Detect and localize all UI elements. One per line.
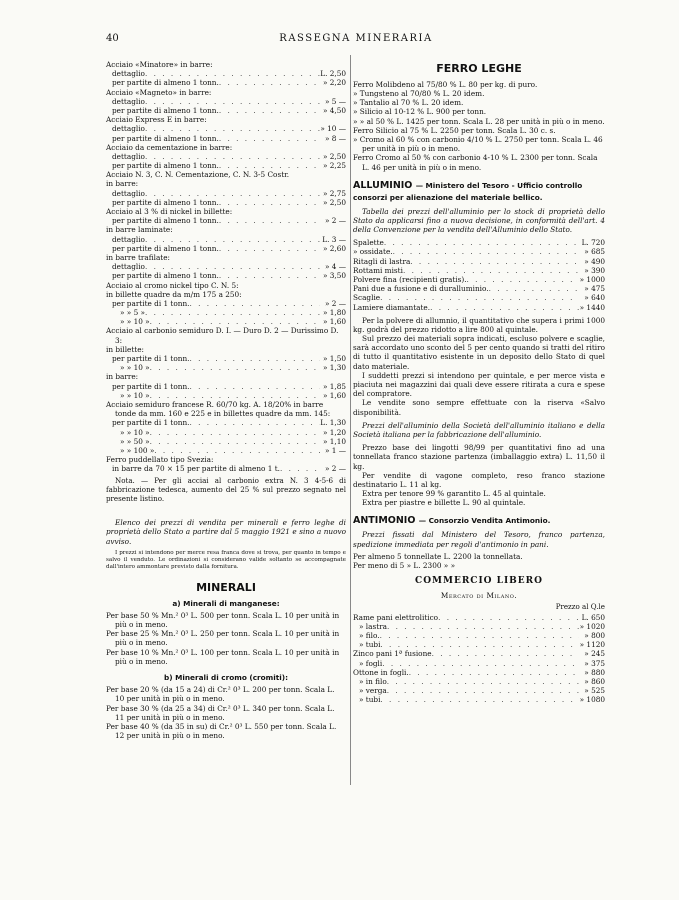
dot-leader [489, 284, 579, 293]
dot-leader [154, 446, 320, 455]
steel-price-row [106, 60, 346, 69]
column-divider [350, 55, 351, 785]
steel-price-row-label: per partite di almeno 1 tonn. [112, 133, 219, 143]
steel-price-row-label: » » 100 » [120, 445, 155, 455]
steel-price-list [106, 60, 346, 473]
dot-leader [150, 317, 320, 326]
alluminio-heading-rest: — Ministero del Tesoro - Ufficio controllo consorzi per alienazione del materiale bellico. [353, 180, 583, 202]
steel-price-row-value: » 2 — [324, 216, 346, 226]
page-header [106, 33, 606, 47]
steel-price-row [106, 446, 346, 455]
dot-leader [219, 216, 320, 225]
steel-price-row [106, 308, 346, 317]
metal-price-row [353, 649, 605, 658]
manganese-line: Per base 10 % Mn.² 0³ L. 100 per tonn. Scala L. 10 per unità in più o in meno. [106, 647, 340, 666]
metal-price-row-label: Ottone in fogli. [353, 667, 409, 677]
ferro-leghe-line: » Tungsteno al 70/80 % L. 20 idem. [353, 89, 485, 99]
lingotti-line: Extra per tenore 99 % garantito L. 45 al quintale. [362, 489, 546, 499]
steel-price-row-value: » 2,50 [322, 151, 346, 161]
steel-price-row [106, 207, 346, 216]
steel-price-row [106, 216, 346, 225]
steel-price-row [106, 244, 346, 253]
alluminio-price-row-label: Polvere fina (recipienti gratis). [353, 274, 467, 284]
steel-price-row-label: in barre trafilate: [106, 252, 171, 262]
steel-price-row [106, 391, 346, 400]
page-number: 40 [106, 33, 119, 44]
steel-price-row [106, 400, 346, 418]
alluminio-price-row-value: » 1440 [579, 302, 605, 312]
steel-price-row-value: » 1,50 [322, 354, 346, 363]
metal-price-row-value: L. 650 [581, 612, 605, 622]
steel-price-row [106, 317, 346, 326]
steel-price-row-label: Acciaio al carbonio semiduro D. I. — Duro D. 2 — Durissimo D. 3: [106, 326, 339, 345]
metal-price-row-label: » in filo [359, 676, 387, 686]
alluminio-italiano-title: Prezzi dell'alluminio della Società dell'alluminio italiano e della Società italiana per la fabbricazione dell'alluminio. [353, 420, 605, 439]
steel-price-row-value: » 10 — [320, 124, 346, 134]
dot-leader [430, 303, 579, 312]
steel-price-row-label: in billette: [106, 344, 144, 354]
running-title: RASSEGNA MINERARIA [279, 33, 433, 44]
dot-leader [409, 668, 579, 677]
dot-leader [467, 275, 579, 284]
antimonio-heading: ANTIMONIO [353, 515, 416, 527]
metal-price-row [353, 677, 605, 686]
ferro-leghe-line: » Tantalio al 70 % L. 20 idem. [353, 98, 464, 108]
metal-price-row-value: » 375 [584, 658, 605, 668]
steel-price-row-label: Acciaio da cementazione in barre: [106, 142, 233, 152]
dot-leader [189, 382, 320, 391]
alluminio-price-row-value: » 1000 [579, 274, 605, 284]
steel-price-row [106, 78, 346, 87]
steel-price-row-label: » » 10 » [120, 390, 150, 400]
dot-leader [219, 244, 320, 253]
dot-leader [387, 622, 579, 631]
steel-price-row-value: » 2,25 [322, 161, 346, 171]
metal-price-row-label: » tubi [359, 640, 381, 650]
steel-price-row-label: » » 10 » [120, 363, 150, 373]
dot-leader [145, 262, 320, 271]
dot-leader [219, 271, 320, 280]
steel-price-row [106, 124, 346, 133]
alluminio-price-row-value: » 390 [584, 265, 605, 275]
steel-price-row [106, 382, 346, 391]
steel-price-row-label: per partite di almeno 1 tonn. [112, 243, 219, 253]
minerali-heading: MINERALI [196, 580, 256, 594]
alluminio-heading-block [353, 180, 605, 204]
steel-price-row-value: » 2,75 [322, 188, 346, 198]
steel-price-row-value: » 4 — [324, 262, 346, 272]
state-price-list-title: Elenco dei prezzi di vendita per minerali e ferro leghe di proprietà dello Stato a partire dal 5 maggio 1921 e sino a nuovo avviso. [106, 518, 346, 546]
steel-price-row [106, 161, 346, 170]
steel-price-row-label: per partite di 1 tonn. [112, 354, 190, 363]
steel-price-row-value: » 1,60 [322, 317, 346, 327]
steel-price-row-label: » » 10 » [120, 317, 150, 327]
ferro-leghe-heading: FERRO LEGHE [436, 62, 522, 75]
cromo-list [106, 685, 346, 740]
metal-price-row [353, 631, 605, 640]
ferro-leghe-line: Ferro Molibdeno al 75/80 % L. 80 per kg. di puro. [353, 79, 538, 89]
steel-price-row-value: » 8 — [324, 133, 346, 143]
market-name: Mercato di Milano. [440, 590, 518, 600]
steel-price-row-label: Acciaio semiduro francese R. 60/70 kg. A. 18/20% in barre tonde da mm. 160 e 225 e in billettes quadre da mm. 145: [106, 399, 331, 419]
steel-price-row [106, 235, 346, 244]
cromo-heading: b) Minerali di cromo (cromiti): [163, 672, 289, 682]
dot-leader [410, 257, 579, 266]
metal-price-row-value: » 245 [584, 649, 605, 659]
metal-price-row-label: Zinco pani 1ª fusione [353, 649, 432, 659]
steel-price-row-value: » 1,60 [322, 390, 346, 400]
metal-price-row [353, 640, 605, 649]
metal-price-row [353, 668, 605, 677]
steel-price-row-value: L. 2,50 [320, 69, 346, 79]
steel-price-row-label: Acciaio al cromo nickel tipo C. N. 5: [106, 280, 239, 290]
steel-price-row [106, 69, 346, 78]
state-price-list-note: I prezzi si intendono per merce resa franca dove si trova, per quanto in tempo e salvo il venduto. Le ordinazioni si considerano valide soltanto se accompagnate dall'intero ammontare previsto dalla fornitura. [106, 549, 346, 570]
metal-price-row-label: » lastra [359, 621, 387, 631]
alluminio-intro: Tabella dei prezzi dell'alluminio per lo stock di proprietà dello Stato da applicarsi fino a nuova decisione, in conformità dell'art. 4 della Convenzione per la vendita dell'Alluminio dello Stato. [353, 206, 605, 235]
ferro-leghe-line: » Silicio al 10-12 % L. 900 per tonn. [353, 107, 487, 117]
cromo-line: Per base 30 % (da 25 a 34) di Cr.² 0³ L. 340 per tonn. Scala L. 11 per unità in più o in meno. [106, 703, 335, 722]
steel-price-row-value: L. 1,30 [320, 418, 346, 428]
dot-leader [380, 640, 579, 649]
metal-price-row-value: » 860 [584, 676, 605, 686]
steel-price-row [106, 455, 346, 464]
dot-leader [403, 266, 579, 275]
metal-price-row-value: » 1080 [579, 695, 605, 705]
steel-price-row-label: per partite di 1 tonn. [112, 418, 190, 428]
dot-leader [145, 152, 320, 161]
metal-price-row [353, 613, 605, 622]
steel-price-row-value: » 2,20 [322, 78, 346, 88]
dot-leader [150, 391, 320, 400]
steel-price-row-label: dettaglio [112, 151, 145, 161]
right-column [353, 60, 605, 705]
steel-price-row-label: in billette quadre da m/m 175 a 250: [106, 289, 242, 299]
dot-leader [393, 247, 579, 256]
alluminio-price-row [353, 238, 605, 247]
steel-price-row [106, 271, 346, 280]
metal-price-row [353, 622, 605, 631]
metal-price-row-value: » 880 [584, 667, 605, 677]
steel-note: Nota. — Per gli acciai al carbonio extra N. 3 4-5-6 di fabbricazione tedesca, aumento del 25 % sul prezzo segnato nel presente listino. [106, 476, 346, 504]
dot-leader [438, 613, 579, 622]
dot-leader [380, 293, 579, 302]
ferro-leghe-line: » Cromo al 60 % con carbonio 4/10 % L. 2750 per tonn. Scala L. 46 per unità in più o in meno. [353, 134, 603, 154]
steel-price-row [106, 345, 346, 354]
dot-leader [145, 308, 320, 317]
metal-price-row-label: Rame pani elettrolitico [353, 612, 439, 622]
steel-price-row-label: in barre: [106, 179, 139, 189]
antimonio-line: Per almeno 5 tonnellate L. 2200 la tonnellata. [353, 551, 523, 561]
alluminio-price-row [353, 275, 605, 284]
metal-price-row-value: » 1120 [579, 640, 605, 650]
commercio-libero-heading: COMMERCIO LIBERO [415, 576, 543, 587]
cromo-line: Per base 40 % (da 35 in su) di Cr.² 0³ L. 550 per tonn. Scala L. 12 per unità in più o in meno. [106, 721, 337, 741]
alluminio-price-row-value: » 685 [584, 247, 605, 257]
alluminio-price-row-label: Scaglie [353, 293, 381, 303]
alluminio-price-row-label: Lamiere diamantate. [353, 302, 431, 312]
dot-leader [145, 235, 320, 244]
steel-price-row [106, 281, 346, 290]
manganese-list [106, 611, 346, 666]
left-column [106, 60, 346, 740]
alluminio-note: Per la polvere di allumnio, il quantitativo che supera i primi 1000 kg. godrà del prezzo ridotto a lire 800 al quintale. [353, 315, 605, 334]
alluminio-price-row-label: Rottami misti [353, 265, 403, 275]
dot-leader [219, 106, 320, 115]
steel-price-row-label: » » 50 » [120, 436, 150, 446]
alluminio-price-row-value: L. 720 [581, 238, 605, 248]
antimonio-heading-block [353, 515, 605, 527]
metal-price-row [353, 659, 605, 668]
steel-price-row-label: per partite di 1 tonn. [112, 298, 190, 308]
steel-price-row-label: Acciaio «Minatore» in barre: [106, 60, 213, 69]
steel-price-row [106, 354, 346, 363]
steel-price-row [106, 372, 346, 381]
steel-price-row [106, 152, 346, 161]
alluminio-price-row [353, 284, 605, 293]
steel-price-row-label: per partite di almeno 1 tonn. [112, 216, 219, 226]
alluminio-price-row [353, 247, 605, 256]
steel-price-row-label: Ferro puddellato tipo Svezia: [106, 455, 214, 465]
steel-price-row-label: dettaglio [112, 234, 145, 244]
steel-price-row [106, 198, 346, 207]
metal-price-row [353, 686, 605, 695]
alluminio-price-row [353, 293, 605, 302]
alluminio-price-row [353, 303, 605, 312]
steel-price-row-value: » 1,10 [322, 436, 346, 446]
steel-price-row-label: per partite di 1 tonn. [112, 381, 190, 391]
manganese-heading: a) Minerali di manganese: [172, 598, 280, 608]
dot-leader [145, 97, 320, 106]
steel-price-row-value: L. 3 — [322, 234, 346, 244]
steel-price-row-value: » 5 — [324, 96, 346, 106]
steel-price-row [106, 106, 346, 115]
steel-price-row [106, 253, 346, 262]
alluminio-price-row [353, 257, 605, 266]
steel-price-row [106, 363, 346, 372]
steel-price-row-value: » 1,80 [322, 308, 346, 318]
steel-price-row [106, 326, 346, 344]
steel-price-row [106, 464, 346, 473]
metal-price-row-value: » 525 [584, 686, 605, 696]
alluminio-note: Sul prezzo dei materiali sopra indicati, escluso polvere e scaglie, sarà accordato uno sconto del 5 per cento quando si tratti del ritiro di tutto il quantitativo esistente in un deposito dello Stato di quel dato materiale. [353, 334, 605, 371]
dot-leader [432, 649, 579, 658]
price-unit-label: Prezzo al Q.le [555, 601, 605, 611]
lingotti-line: Per vendite di vagone completo, reso franco stazione destinatario L. 11 al kg. [353, 470, 605, 489]
alluminio-price-row-label: » ossidate. [353, 247, 393, 257]
alluminio-price-row-label: Ritagli di lastra [353, 256, 411, 266]
steel-price-row [106, 88, 346, 97]
alluminio-price-row-value: » 490 [584, 256, 605, 266]
lingotti-line: Extra per piastre e billette L. 90 al quintale. [362, 498, 526, 508]
steel-price-row [106, 189, 346, 198]
metal-price-row-label: » fogli [359, 658, 383, 668]
alluminio-price-row-value: » 475 [584, 284, 605, 294]
steel-price-row-label: » » 5 » [120, 308, 145, 318]
antimonio-line: Per meno di 5 » L. 2300 » » [353, 561, 456, 571]
alluminio-heading: ALLUMINIO [353, 179, 413, 191]
steel-price-row-label: Acciaio «Magneto» in barre: [106, 87, 212, 97]
steel-price-row-value: » 2,50 [322, 197, 346, 207]
steel-price-row [106, 418, 346, 427]
alluminio-note: Le vendite sono sempre effettuate con la riserva «Salvo disponibilità. [353, 398, 605, 417]
alluminio-price-list [353, 238, 605, 312]
dot-leader [382, 659, 579, 668]
alluminio-price-row-value: » 640 [584, 293, 605, 303]
metal-price-row-value: » 800 [584, 631, 605, 641]
ferro-leghe-list [353, 80, 605, 172]
manganese-line: Per base 25 % Mn.² 0³ L. 250 per tonn. Scala L. 10 per unità in più o in meno. [106, 629, 340, 648]
steel-price-row-value: » 2 — [324, 464, 346, 474]
steel-price-row-value: » 1 — [324, 445, 346, 455]
steel-price-row [106, 437, 346, 446]
dot-leader [150, 428, 320, 437]
steel-price-row-label: per partite di almeno 1 tonn. [112, 78, 219, 88]
dot-leader [380, 695, 579, 704]
dot-leader [384, 238, 579, 247]
steel-price-row-value: » 2 — [324, 298, 346, 308]
dot-leader [145, 69, 320, 78]
alluminio-price-row-label: Pani due a fusione e di duralluminio. [353, 284, 489, 294]
dot-leader [380, 631, 579, 640]
steel-price-row [106, 179, 346, 188]
steel-price-row-label: dettaglio [112, 69, 145, 79]
lingotti-list [353, 443, 605, 507]
dot-leader [219, 198, 320, 207]
dot-leader [280, 464, 320, 473]
steel-price-row [106, 143, 346, 152]
dot-leader [189, 299, 320, 308]
steel-price-row-label: per partite di almeno 1 tonn. [112, 161, 219, 171]
dot-leader [150, 363, 320, 372]
alluminio-price-row [353, 266, 605, 275]
steel-price-row [106, 170, 346, 179]
steel-price-row-value: » 4,50 [322, 105, 346, 115]
cromo-line: Per base 20 % (da 15 a 24) di Cr.² 0³ L. 200 per tonn. Scala L. 10 per unità in più o in meno. [106, 685, 335, 704]
steel-price-row-label: per partite di almeno 1 tonn. [112, 271, 219, 281]
steel-price-row [106, 225, 346, 234]
dot-leader [189, 354, 320, 363]
steel-price-row-label: per partite di almeno 1 tonn. [112, 105, 219, 115]
steel-price-row [106, 299, 346, 308]
metal-price-row-value: » 1020 [579, 621, 605, 631]
metal-price-row-label: » tubi [359, 695, 381, 705]
steel-price-row-label: dettaglio [112, 96, 145, 106]
steel-price-row [106, 115, 346, 124]
steel-price-row [106, 262, 346, 271]
dot-leader [219, 134, 320, 143]
ferro-leghe-line: » » al 50 % L. 1425 per tonn. Scala L. 28 per unità in più o in meno. [353, 116, 605, 126]
steel-price-row-value: » 3,50 [322, 271, 346, 281]
dot-leader [219, 161, 320, 170]
steel-price-row-label: dettaglio [112, 124, 145, 134]
dot-leader [145, 189, 320, 198]
metal-price-list [353, 613, 605, 705]
alluminio-notes [353, 316, 605, 417]
steel-price-row-label: dettaglio [112, 262, 145, 272]
metal-price-row-label: » filo. [359, 631, 380, 641]
dot-leader [189, 418, 320, 427]
steel-price-row-label: in barre laminate: [106, 225, 173, 235]
metal-price-row-label: » verga [359, 686, 387, 696]
steel-price-row [106, 290, 346, 299]
dot-leader [150, 437, 320, 446]
lingotti-line: Prezzo base dei lingotti 98/99 per quantitativi fino ad una tonnellata franco stazione partenza (imballaggio extra) L. 11,50 il kg. [353, 443, 605, 471]
steel-price-row-label: Acciaio Express E in barre: [106, 115, 207, 125]
steel-price-row-value: » 1,85 [322, 381, 346, 391]
steel-price-row-value: » 1,30 [322, 363, 346, 373]
manganese-line: Per base 50 % Mn.² 0³ L. 500 per tonn. Scala L. 10 per unità in più o in meno. [106, 610, 340, 629]
antimonio-intro: Prezzi fissati dal Ministero del Tesoro, franco partenza, spedizione immediata per regoli d'antimonio in pani. [353, 530, 605, 549]
steel-price-row [106, 428, 346, 437]
dot-leader [145, 124, 320, 133]
metal-price-row [353, 695, 605, 704]
alluminio-note: I suddetti prezzi si intendono per quintale, e per merce vista e piaciuta nei magazzini dai quali deve essere ritirata a cura e spese del compratore. [353, 370, 605, 399]
antimonio-list [353, 552, 605, 570]
alluminio-price-row-label: Spalette [353, 238, 384, 248]
steel-price-row [106, 97, 346, 106]
steel-price-row-label: dettaglio [112, 188, 145, 198]
steel-price-row-value: » 2,60 [322, 243, 346, 253]
ferro-leghe-line: Ferro Silicio al 75 % L. 2250 per tonn. Scala L. 30 c. s. [353, 125, 556, 135]
ferro-leghe-line: Ferro Cromo al 50 % con carbonio 4-10 % L. 2300 per tonn. Scala L. 46 per unità in più o in meno. [353, 153, 598, 172]
steel-price-row-label: Acciaio N. 3, C. N. Cementazione, C. N. 3-5 Costr. [106, 170, 290, 180]
steel-price-row-label: » » 10 » [120, 427, 150, 437]
steel-price-row-label: per partite di almeno 1 tonn. [112, 197, 219, 207]
steel-price-row-value: » 1,20 [322, 427, 346, 437]
antimonio-heading-rest: — Consorzio Vendita Antimonio. [418, 516, 551, 526]
steel-price-row [106, 134, 346, 143]
steel-price-row-label: in barre: [106, 372, 139, 382]
steel-price-row-label: Acciaio al 3 % di nickel in billette: [106, 207, 233, 216]
dot-leader [387, 677, 579, 686]
dot-leader [387, 686, 579, 695]
dot-leader [219, 78, 320, 87]
steel-price-row-label: in barre da 70 × 15 per partite di almeno 1 t. [112, 464, 280, 474]
